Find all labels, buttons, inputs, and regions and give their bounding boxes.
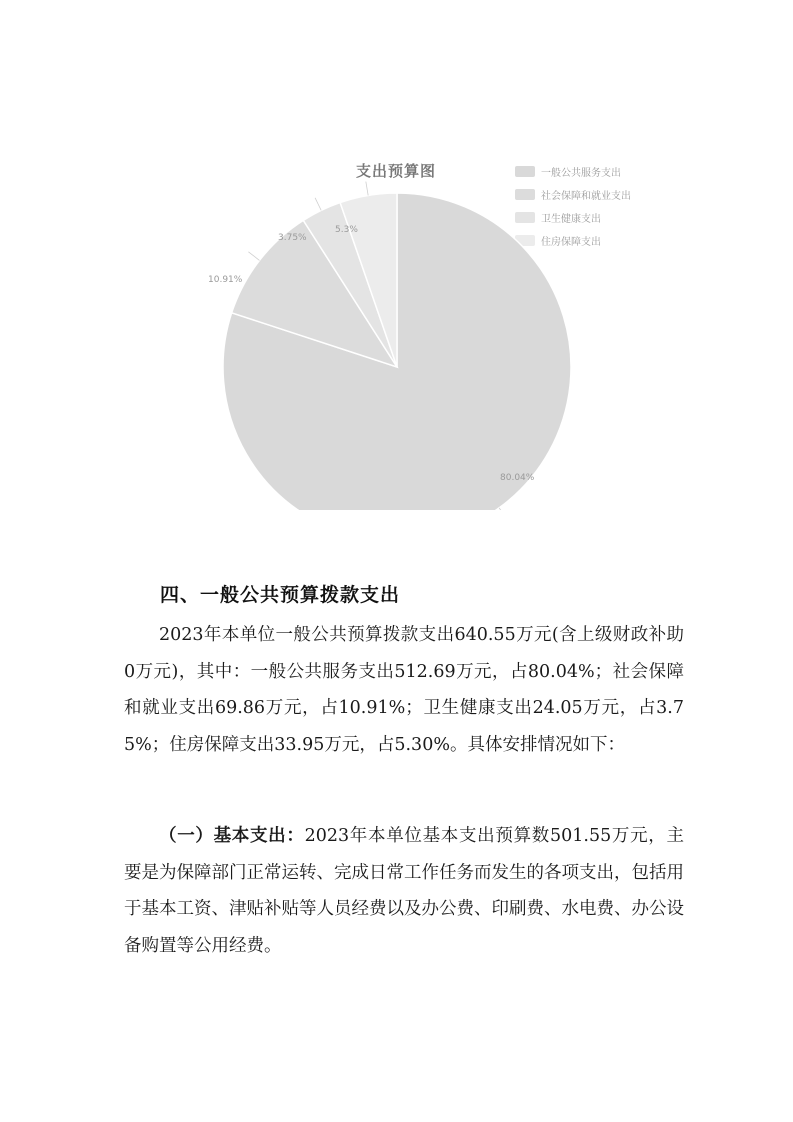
pie-chart [200,140,660,510]
legend-label: 住房保障支出 [541,237,601,248]
pie-leader-line [366,182,368,196]
paragraph [124,818,684,964]
legend-label: 卫生健康支出 [541,214,601,225]
pie-leader-line [248,252,259,261]
pie-leader-line [499,508,507,510]
paragraph-lead: （一）基本支出： [159,826,305,846]
pie-leader-line [315,198,321,211]
pie-data-label: 3.75% [278,233,307,243]
paragraph: 2023年本单位一般公共预算拨款支出640.55万元(含上级财政补助0万元)，其中：一般公共服务支出512.69万元，占80.04%；社会保障和就业支出69.86万元，占10.91%；卫生健康支出24.05万元，占3.75%；住房保障支出33.95万元，占5.30%。具体安排情况如下： [124,625,684,755]
section-heading: 四、一般公共预算拨款支出 [160,584,401,606]
pie-data-label: 5.3% [335,225,358,235]
pie-data-label: 80.04% [500,473,535,483]
pie-data-label: 10.91% [208,275,243,285]
legend-label: 社会保障和就业支出 [541,191,631,202]
legend-label: 一般公共服务支出 [541,168,621,179]
pie-chart-svg [200,140,660,510]
paragraph-body: 2023年本单位基本支出预算数501.55万元，主要是为保障部门正常运转、完成日常工作任务而发生的各项支出，包括用于基本工资、津贴补贴等人员经费以及办公费、印刷费、水电费、办公设备购置等公用经费。 [124,826,684,956]
chart-title: 支出预算图 [356,162,437,180]
